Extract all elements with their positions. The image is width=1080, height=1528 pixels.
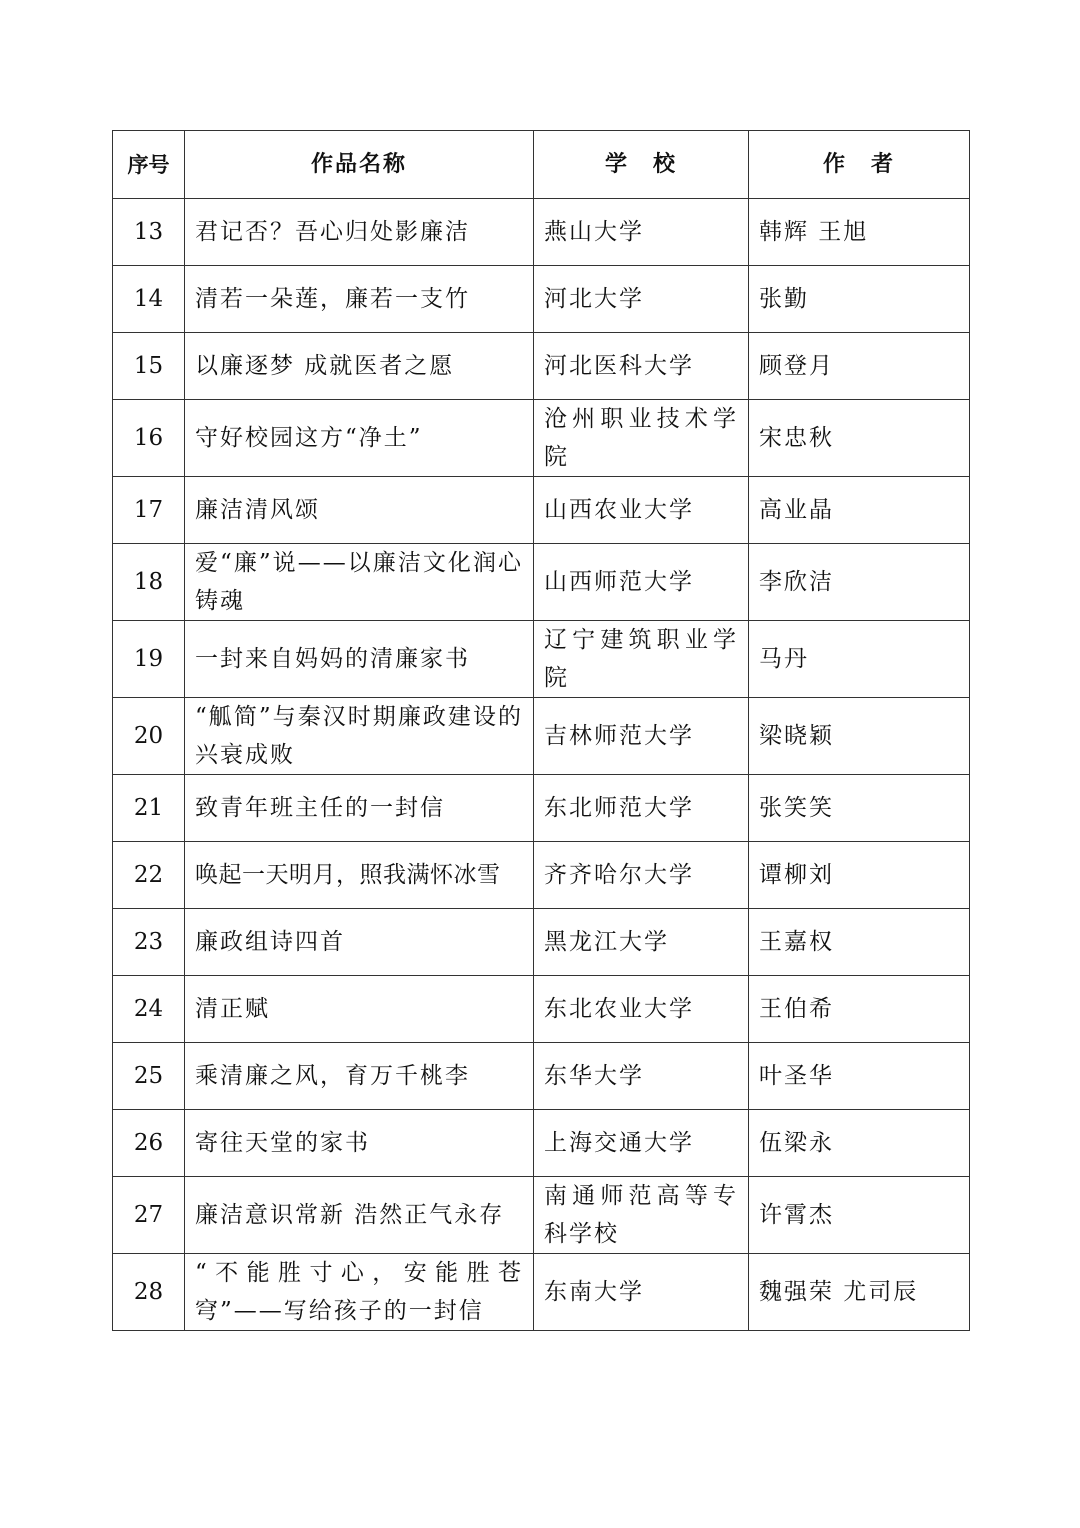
table-row <box>113 333 970 400</box>
cell-author: 韩辉 王旭 <box>749 199 970 266</box>
header-work-title: 作品名称 <box>185 131 534 199</box>
cell-school: 齐齐哈尔大学 <box>534 842 749 909</box>
table-row <box>113 199 970 266</box>
cell-serial-number: 25 <box>113 1043 185 1110</box>
cell-work-title: 一封来自妈妈的清廉家书 <box>185 621 534 698</box>
cell-serial-number: 20 <box>113 698 185 775</box>
cell-school: 山西农业大学 <box>534 477 749 544</box>
cell-school: 河北医科大学 <box>534 333 749 400</box>
cell-serial-number: 23 <box>113 909 185 976</box>
cell-serial-number: 13 <box>113 199 185 266</box>
cell-work-title: 爱“廉”说——以廉洁文化润心铸魂 <box>185 544 534 621</box>
cell-work-title: 守好校园这方“净土” <box>185 400 534 477</box>
cell-author: 高业晶 <box>749 477 970 544</box>
cell-school: 山西师范大学 <box>534 544 749 621</box>
table-row <box>113 976 970 1043</box>
cell-author: 马丹 <box>749 621 970 698</box>
cell-work-title: 乘清廉之风，育万千桃李 <box>185 1043 534 1110</box>
cell-work-title: 以廉逐梦 成就医者之愿 <box>185 333 534 400</box>
cell-work-title: 廉政组诗四首 <box>185 909 534 976</box>
table-row <box>113 1110 970 1177</box>
cell-author: 张勤 <box>749 266 970 333</box>
cell-school: 辽宁建筑职业学院 <box>534 621 749 698</box>
cell-author: 李欣洁 <box>749 544 970 621</box>
cell-author: 魏强荣 尤司辰 <box>749 1254 970 1331</box>
cell-school: 东北农业大学 <box>534 976 749 1043</box>
cell-school: 东华大学 <box>534 1043 749 1110</box>
cell-work-title: 清若一朵莲，廉若一支竹 <box>185 266 534 333</box>
header-serial-number: 序号 <box>113 131 185 199</box>
cell-school: 上海交通大学 <box>534 1110 749 1177</box>
table-row <box>113 266 970 333</box>
cell-work-title: “觚简”与秦汉时期廉政建设的兴衰成败 <box>185 698 534 775</box>
cell-serial-number: 28 <box>113 1254 185 1331</box>
cell-author: 宋忠秋 <box>749 400 970 477</box>
table-row <box>113 775 970 842</box>
cell-serial-number: 26 <box>113 1110 185 1177</box>
cell-school: 燕山大学 <box>534 199 749 266</box>
table-row <box>113 1254 970 1331</box>
cell-school: 黑龙江大学 <box>534 909 749 976</box>
cell-work-title: 唤起一天明月，照我满怀冰雪 <box>185 842 534 909</box>
cell-serial-number: 14 <box>113 266 185 333</box>
table-row <box>113 1177 970 1254</box>
cell-serial-number: 19 <box>113 621 185 698</box>
cell-school: 河北大学 <box>534 266 749 333</box>
cell-work-title: “不能胜寸心，安能胜苍穹”——写给孩子的一封信 <box>185 1254 534 1331</box>
header-author: 作 者 <box>749 131 970 199</box>
cell-author: 谭柳刘 <box>749 842 970 909</box>
cell-work-title: 致青年班主任的一封信 <box>185 775 534 842</box>
table-row <box>113 544 970 621</box>
cell-work-title: 君记否？吾心归处影廉洁 <box>185 199 534 266</box>
table-row <box>113 842 970 909</box>
table-row <box>113 698 970 775</box>
cell-author: 顾登月 <box>749 333 970 400</box>
table-header-row <box>113 131 970 199</box>
cell-work-title: 寄往天堂的家书 <box>185 1110 534 1177</box>
table-row <box>113 909 970 976</box>
cell-serial-number: 22 <box>113 842 185 909</box>
table-row <box>113 621 970 698</box>
header-school: 学 校 <box>534 131 749 199</box>
cell-author: 叶圣华 <box>749 1043 970 1110</box>
cell-serial-number: 17 <box>113 477 185 544</box>
table-row <box>113 1043 970 1110</box>
cell-serial-number: 16 <box>113 400 185 477</box>
cell-school: 东北师范大学 <box>534 775 749 842</box>
cell-serial-number: 18 <box>113 544 185 621</box>
cell-serial-number: 27 <box>113 1177 185 1254</box>
cell-serial-number: 24 <box>113 976 185 1043</box>
cell-work-title: 廉洁清风颂 <box>185 477 534 544</box>
cell-work-title: 廉洁意识常新 浩然正气永存 <box>185 1177 534 1254</box>
table-row <box>113 477 970 544</box>
award-list-table <box>112 130 970 1331</box>
cell-work-title: 清正赋 <box>185 976 534 1043</box>
cell-author: 王伯希 <box>749 976 970 1043</box>
cell-author: 梁晓颖 <box>749 698 970 775</box>
cell-author: 伍梁永 <box>749 1110 970 1177</box>
cell-author: 张笑笑 <box>749 775 970 842</box>
cell-author: 许霄杰 <box>749 1177 970 1254</box>
cell-school: 沧州职业技术学院 <box>534 400 749 477</box>
cell-school: 东南大学 <box>534 1254 749 1331</box>
cell-serial-number: 21 <box>113 775 185 842</box>
cell-serial-number: 15 <box>113 333 185 400</box>
cell-author: 王嘉权 <box>749 909 970 976</box>
cell-school: 吉林师范大学 <box>534 698 749 775</box>
table-row <box>113 400 970 477</box>
cell-school: 南通师范高等专科学校 <box>534 1177 749 1254</box>
